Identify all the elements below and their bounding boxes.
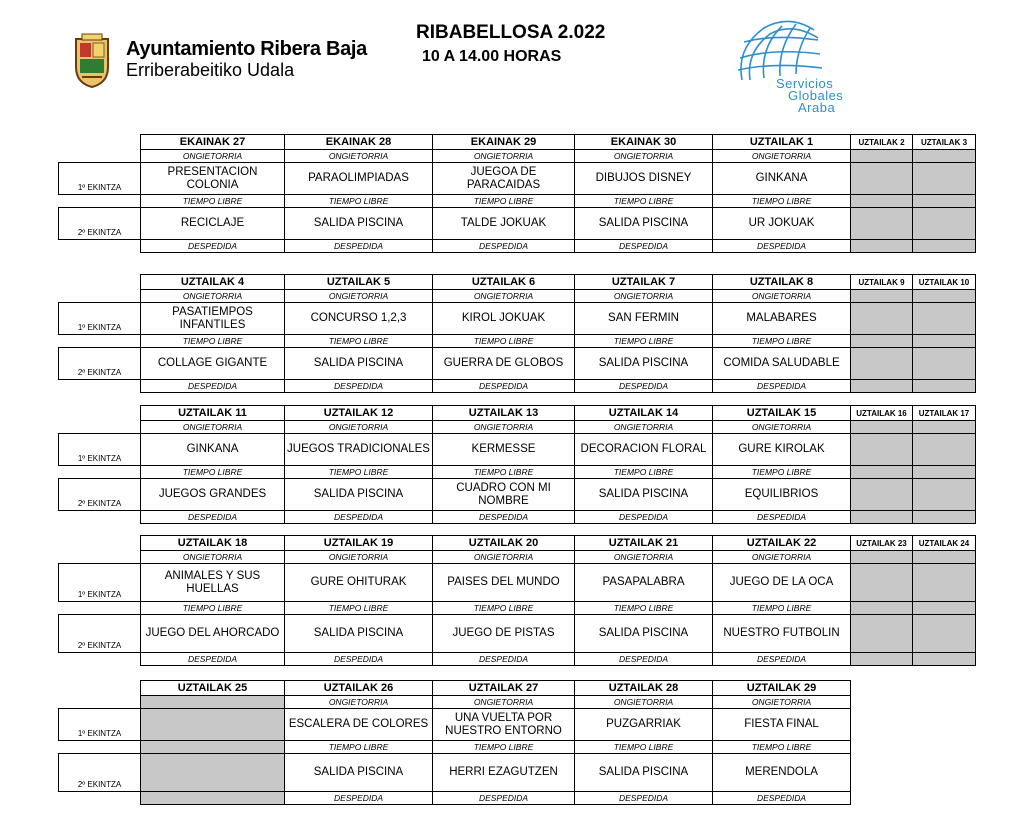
welcome-label: ONGIETORRIA — [713, 150, 851, 163]
welcome-label: ONGIETORRIA — [713, 421, 851, 434]
free-time-label: TIEMPO LIBRE — [713, 466, 851, 479]
welcome-label: ONGIETORRIA — [433, 421, 575, 434]
weekend-closed-cell — [851, 290, 913, 303]
week-table — [58, 405, 976, 524]
weekend-day-header: UZTAILAK 17 — [913, 406, 976, 421]
day-header: EKAINAK 27 — [141, 135, 285, 150]
weekend-closed-cell — [913, 348, 976, 380]
activity-cell: JUEGOS GRANDES — [141, 479, 285, 511]
welcome-label: ONGIETORRIA — [285, 696, 433, 709]
free-time-label: TIEMPO LIBRE — [285, 741, 433, 754]
activity-row-label: 2º EKINTZA — [59, 348, 141, 380]
day-header: UZTAILAK 27 — [433, 681, 575, 696]
weekend-closed-cell — [851, 208, 913, 240]
activity-row-label: 1º EKINTZA — [59, 709, 141, 741]
org-name-spanish: Ayuntamiento Ribera Baja — [126, 38, 368, 60]
weekend-closed-cell — [913, 434, 976, 466]
welcome-label: ONGIETORRIA — [141, 551, 285, 564]
farewell-label: DESPEDIDA — [433, 511, 575, 524]
day-header: UZTAILAK 12 — [285, 406, 433, 421]
weekend-closed-cell — [913, 303, 976, 335]
day-header: UZTAILAK 13 — [433, 406, 575, 421]
row-label-empty — [59, 406, 141, 421]
welcome-label: ONGIETORRIA — [141, 421, 285, 434]
welcome-label: ONGIETORRIA — [285, 290, 433, 303]
farewell-label: DESPEDIDA — [433, 240, 575, 253]
day-header: UZTAILAK 5 — [285, 275, 433, 290]
free-time-label: TIEMPO LIBRE — [713, 335, 851, 348]
row-label-empty — [59, 380, 141, 393]
activity-row-label: 1º EKINTZA — [59, 564, 141, 602]
activity-row-label: 2º EKINTZA — [59, 754, 141, 792]
activity-cell: PASAPALABRA — [575, 564, 713, 602]
weekend-closed-cell — [913, 421, 976, 434]
farewell-label: DESPEDIDA — [575, 240, 713, 253]
closed-day-cell — [141, 696, 285, 709]
activity-cell: UNA VUELTA POR NUESTRO ENTORNO — [433, 709, 575, 741]
logo-text-line: Globales — [788, 88, 844, 103]
welcome-label: ONGIETORRIA — [575, 421, 713, 434]
row-label-empty — [59, 536, 141, 551]
free-time-label: TIEMPO LIBRE — [433, 335, 575, 348]
weekend-closed-cell — [913, 615, 976, 653]
weekend-closed-cell — [913, 479, 976, 511]
row-label-empty — [59, 150, 141, 163]
weekend-day-header: UZTAILAK 10 — [913, 275, 976, 290]
activity-cell: FIESTA FINAL — [713, 709, 851, 741]
row-label-empty — [59, 240, 141, 253]
farewell-label: DESPEDIDA — [713, 653, 851, 666]
weekend-closed-cell — [913, 208, 976, 240]
farewell-label: DESPEDIDA — [575, 380, 713, 393]
free-time-label: TIEMPO LIBRE — [285, 195, 433, 208]
activity-cell: GUERRA DE GLOBOS — [433, 348, 575, 380]
weekend-closed-cell — [851, 421, 913, 434]
activity-cell: GURE OHITURAK — [285, 564, 433, 602]
activity-row-label: 1º EKINTZA — [59, 163, 141, 195]
activity-cell: DECORACION FLORAL — [575, 434, 713, 466]
free-time-label: TIEMPO LIBRE — [141, 195, 285, 208]
activity-cell: KERMESSE — [433, 434, 575, 466]
activity-cell: GURE KIROLAK — [713, 434, 851, 466]
row-label-empty — [59, 466, 141, 479]
row-label-empty — [59, 602, 141, 615]
activity-cell: JUEGO DE LA OCA — [713, 564, 851, 602]
day-header: UZTAILAK 28 — [575, 681, 713, 696]
activity-cell: JUEGOS TRADICIONALES — [285, 434, 433, 466]
activity-cell: CUADRO CON MI NOMBRE — [433, 479, 575, 511]
weekend-closed-cell — [851, 479, 913, 511]
farewell-label: DESPEDIDA — [713, 380, 851, 393]
welcome-label: ONGIETORRIA — [713, 551, 851, 564]
free-time-label: TIEMPO LIBRE — [433, 602, 575, 615]
weekend-closed-cell — [851, 348, 913, 380]
activity-cell: PUZGARRIAK — [575, 709, 713, 741]
activity-cell: DIBUJOS DISNEY — [575, 163, 713, 195]
activity-cell: PARAOLIMPIADAS — [285, 163, 433, 195]
weekend-day-header: UZTAILAK 3 — [913, 135, 976, 150]
activity-cell: SALIDA PISCINA — [575, 479, 713, 511]
farewell-label: DESPEDIDA — [575, 792, 713, 805]
activity-cell: NUESTRO FUTBOLIN — [713, 615, 851, 653]
welcome-label: ONGIETORRIA — [713, 290, 851, 303]
welcome-label: ONGIETORRIA — [433, 551, 575, 564]
weekend-closed-cell — [913, 240, 976, 253]
welcome-label: ONGIETORRIA — [575, 696, 713, 709]
page-title: RIBABELLOSA 2.022 — [416, 22, 606, 43]
logo-text-line: Servicios — [776, 76, 834, 91]
activity-cell: MALABARES — [713, 303, 851, 335]
weekend-closed-cell — [851, 195, 913, 208]
day-header: UZTAILAK 29 — [713, 681, 851, 696]
free-time-label: TIEMPO LIBRE — [285, 466, 433, 479]
activity-cell: SALIDA PISCINA — [285, 754, 433, 792]
day-header: EKAINAK 30 — [575, 135, 713, 150]
activity-cell: SALIDA PISCINA — [285, 208, 433, 240]
weekend-closed-cell — [851, 564, 913, 602]
row-label-empty — [59, 741, 141, 754]
activity-cell: SALIDA PISCINA — [575, 348, 713, 380]
row-label-empty — [59, 335, 141, 348]
day-header: UZTAILAK 18 — [141, 536, 285, 551]
weekend-closed-cell — [851, 653, 913, 666]
day-header: UZTAILAK 26 — [285, 681, 433, 696]
farewell-label: DESPEDIDA — [285, 653, 433, 666]
farewell-label: DESPEDIDA — [433, 792, 575, 805]
activity-cell: JUEGOA DE PARACAIDAS — [433, 163, 575, 195]
row-label-empty — [59, 696, 141, 709]
weekend-day-header: UZTAILAK 2 — [851, 135, 913, 150]
row-label-empty — [59, 275, 141, 290]
farewell-label: DESPEDIDA — [713, 511, 851, 524]
page-subtitle: 10 A 14.00 HORAS — [422, 48, 562, 65]
day-header: EKAINAK 28 — [285, 135, 433, 150]
weekend-closed-cell — [913, 564, 976, 602]
welcome-label: ONGIETORRIA — [433, 696, 575, 709]
farewell-label: DESPEDIDA — [713, 792, 851, 805]
day-header: UZTAILAK 15 — [713, 406, 851, 421]
welcome-label: ONGIETORRIA — [575, 551, 713, 564]
activity-cell: SALIDA PISCINA — [285, 348, 433, 380]
weekend-closed-cell — [913, 150, 976, 163]
activity-cell: GINKANA — [713, 163, 851, 195]
free-time-label: TIEMPO LIBRE — [575, 741, 713, 754]
row-label-empty — [59, 511, 141, 524]
week-table — [58, 680, 851, 805]
free-time-label: TIEMPO LIBRE — [575, 335, 713, 348]
free-time-label: TIEMPO LIBRE — [575, 195, 713, 208]
weekend-closed-cell — [913, 466, 976, 479]
weekend-closed-cell — [851, 240, 913, 253]
welcome-label: ONGIETORRIA — [433, 290, 575, 303]
activity-cell: JUEGO DEL AHORCADO — [141, 615, 285, 653]
activity-cell: RECICLAJE — [141, 208, 285, 240]
welcome-label: ONGIETORRIA — [285, 421, 433, 434]
logo-text-line: Araba — [798, 100, 836, 115]
activity-cell: COLLAGE GIGANTE — [141, 348, 285, 380]
activity-cell: SALIDA PISCINA — [575, 208, 713, 240]
closed-day-cell — [141, 754, 285, 792]
weekend-closed-cell — [851, 466, 913, 479]
farewell-label: DESPEDIDA — [285, 792, 433, 805]
coat-of-arms-icon — [72, 33, 112, 89]
farewell-label: DESPEDIDA — [285, 380, 433, 393]
day-header: UZTAILAK 14 — [575, 406, 713, 421]
free-time-label: TIEMPO LIBRE — [433, 195, 575, 208]
day-header: UZTAILAK 20 — [433, 536, 575, 551]
activity-cell: HERRI EZAGUTZEN — [433, 754, 575, 792]
activity-cell: MERENDOLA — [713, 754, 851, 792]
weekend-day-header: UZTAILAK 23 — [851, 536, 913, 551]
weekend-day-header: UZTAILAK 16 — [851, 406, 913, 421]
day-header: UZTAILAK 1 — [713, 135, 851, 150]
activity-cell: SALIDA PISCINA — [285, 615, 433, 653]
welcome-label: ONGIETORRIA — [713, 696, 851, 709]
activity-cell: SALIDA PISCINA — [575, 615, 713, 653]
row-label-empty — [59, 195, 141, 208]
welcome-label: ONGIETORRIA — [433, 150, 575, 163]
farewell-label: DESPEDIDA — [285, 511, 433, 524]
activity-cell: PASATIEMPOS INFANTILES — [141, 303, 285, 335]
welcome-label: ONGIETORRIA — [141, 150, 285, 163]
welcome-label: ONGIETORRIA — [285, 551, 433, 564]
weekend-closed-cell — [851, 150, 913, 163]
weekend-closed-cell — [851, 303, 913, 335]
day-header: UZTAILAK 19 — [285, 536, 433, 551]
free-time-label: TIEMPO LIBRE — [433, 741, 575, 754]
page-header — [0, 0, 1024, 130]
weekend-closed-cell — [913, 163, 976, 195]
activity-row-label: 1º EKINTZA — [59, 303, 141, 335]
farewell-label: DESPEDIDA — [713, 240, 851, 253]
row-label-empty — [59, 653, 141, 666]
activity-row-label: 2º EKINTZA — [59, 615, 141, 653]
free-time-label: TIEMPO LIBRE — [713, 195, 851, 208]
day-header: UZTAILAK 25 — [141, 681, 285, 696]
free-time-label: TIEMPO LIBRE — [285, 602, 433, 615]
organization-name — [126, 38, 367, 80]
farewell-label: DESPEDIDA — [141, 653, 285, 666]
row-label-empty — [59, 421, 141, 434]
activity-cell: TALDE JOKUAK — [433, 208, 575, 240]
week-table — [58, 134, 976, 253]
farewell-label: DESPEDIDA — [285, 240, 433, 253]
closed-day-cell — [141, 792, 285, 805]
activity-cell: ESCALERA DE COLORES — [285, 709, 433, 741]
row-label-empty — [59, 135, 141, 150]
row-label-empty — [59, 792, 141, 805]
activity-cell: PAISES DEL MUNDO — [433, 564, 575, 602]
free-time-label: TIEMPO LIBRE — [141, 335, 285, 348]
closed-day-cell — [141, 741, 285, 754]
farewell-label: DESPEDIDA — [141, 380, 285, 393]
welcome-label: ONGIETORRIA — [285, 150, 433, 163]
row-label-empty — [59, 290, 141, 303]
free-time-label: TIEMPO LIBRE — [141, 466, 285, 479]
activity-row-label: 1º EKINTZA — [59, 434, 141, 466]
weekend-closed-cell — [913, 511, 976, 524]
weekend-closed-cell — [851, 511, 913, 524]
weekend-closed-cell — [913, 195, 976, 208]
farewell-label: DESPEDIDA — [433, 653, 575, 666]
farewell-label: DESPEDIDA — [575, 653, 713, 666]
weekend-day-header: UZTAILAK 24 — [913, 536, 976, 551]
activity-cell: ANIMALES Y SUS HUELLAS — [141, 564, 285, 602]
day-header: UZTAILAK 22 — [713, 536, 851, 551]
farewell-label: DESPEDIDA — [141, 240, 285, 253]
weekend-closed-cell — [913, 653, 976, 666]
weekend-closed-cell — [851, 551, 913, 564]
activity-cell: UR JOKUAK — [713, 208, 851, 240]
free-time-label: TIEMPO LIBRE — [433, 466, 575, 479]
day-header: UZTAILAK 21 — [575, 536, 713, 551]
weekend-closed-cell — [851, 434, 913, 466]
welcome-label: ONGIETORRIA — [141, 290, 285, 303]
weekend-closed-cell — [913, 290, 976, 303]
activity-row-label: 2º EKINTZA — [59, 479, 141, 511]
free-time-label: TIEMPO LIBRE — [575, 466, 713, 479]
closed-day-cell — [141, 709, 285, 741]
activity-row-label: 2º EKINTZA — [59, 208, 141, 240]
weekend-closed-cell — [851, 602, 913, 615]
free-time-label: TIEMPO LIBRE — [285, 335, 433, 348]
day-header: UZTAILAK 11 — [141, 406, 285, 421]
farewell-label: DESPEDIDA — [433, 380, 575, 393]
activity-cell: EQUILIBRIOS — [713, 479, 851, 511]
day-header: UZTAILAK 6 — [433, 275, 575, 290]
farewell-label: DESPEDIDA — [141, 511, 285, 524]
activity-cell: GINKANA — [141, 434, 285, 466]
weekend-day-header: UZTAILAK 9 — [851, 275, 913, 290]
activity-cell: SALIDA PISCINA — [285, 479, 433, 511]
week-table — [58, 274, 976, 393]
activity-cell: PRESENTACION COLONIA — [141, 163, 285, 195]
free-time-label: TIEMPO LIBRE — [141, 602, 285, 615]
free-time-label: TIEMPO LIBRE — [713, 602, 851, 615]
weekend-closed-cell — [913, 551, 976, 564]
weekend-closed-cell — [913, 602, 976, 615]
farewell-label: DESPEDIDA — [575, 511, 713, 524]
activity-cell: KIROL JOKUAK — [433, 303, 575, 335]
activity-cell: SALIDA PISCINA — [575, 754, 713, 792]
day-header: UZTAILAK 8 — [713, 275, 851, 290]
activity-cell: CONCURSO 1,2,3 — [285, 303, 433, 335]
activity-cell: JUEGO DE PISTAS — [433, 615, 575, 653]
day-header: UZTAILAK 4 — [141, 275, 285, 290]
free-time-label: TIEMPO LIBRE — [575, 602, 713, 615]
activity-cell: COMIDA SALUDABLE — [713, 348, 851, 380]
activity-cell: SAN FERMIN — [575, 303, 713, 335]
row-label-empty — [59, 681, 141, 696]
row-label-empty — [59, 551, 141, 564]
weekend-closed-cell — [851, 335, 913, 348]
free-time-label: TIEMPO LIBRE — [713, 741, 851, 754]
weekend-closed-cell — [913, 335, 976, 348]
day-header: UZTAILAK 7 — [575, 275, 713, 290]
weekend-closed-cell — [851, 615, 913, 653]
services-logo-text — [776, 78, 843, 114]
org-name-basque: Erriberabeitiko Udala — [126, 60, 295, 80]
welcome-label: ONGIETORRIA — [575, 290, 713, 303]
weekend-closed-cell — [851, 163, 913, 195]
weekend-closed-cell — [851, 380, 913, 393]
week-table — [58, 535, 976, 666]
day-header: EKAINAK 29 — [433, 135, 575, 150]
welcome-label: ONGIETORRIA — [575, 150, 713, 163]
weekend-closed-cell — [913, 380, 976, 393]
